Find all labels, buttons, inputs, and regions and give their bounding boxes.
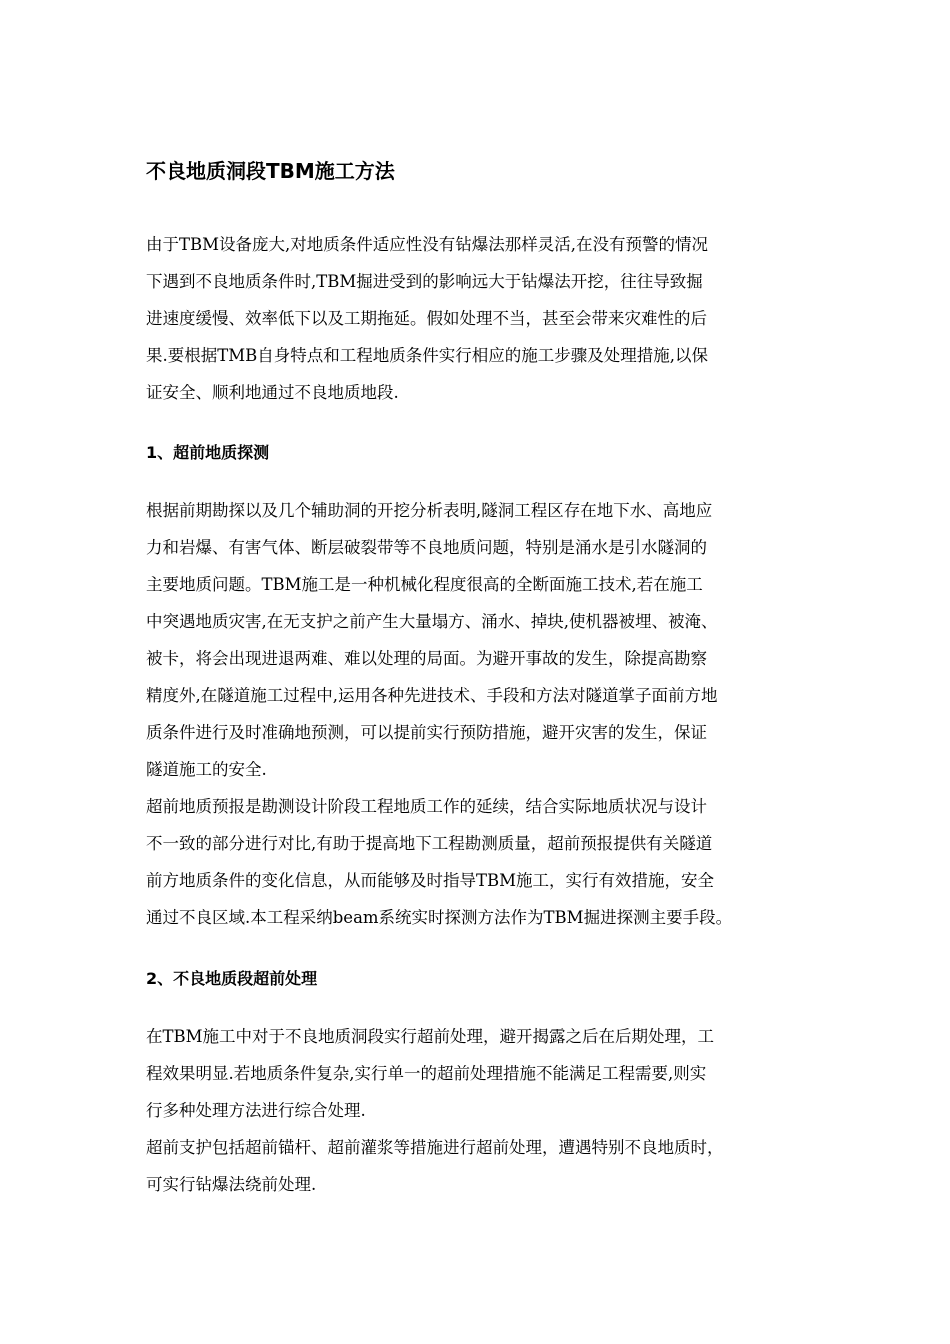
text-line: 精度外,在隧道施工过程中,运用各种先进技术、手段和方法对隧道掌子面前方地	[146, 686, 718, 705]
text-line: 被卡，将会出现进退两难、难以处理的局面。为避开事故的发生，除提高勘察	[146, 649, 707, 668]
text-line: 由于TBM设备庞大,对地质条件适应性没有钻爆法那样灵活,在没有预警的情况	[146, 235, 709, 254]
intro-paragraph	[146, 226, 826, 411]
text-line: 证安全、顺利地通过不良地质地段.	[146, 383, 399, 402]
document-title: 不良地质洞段TBM施工方法	[146, 159, 395, 183]
section1-paragraph-2	[146, 788, 826, 936]
section1-paragraph-1	[146, 492, 826, 788]
section2-paragraph-1	[146, 1018, 826, 1129]
text-line: 中突遇地质灾害,在无支护之前产生大量塌方、涌水、掉块,使机器被埋、被淹、	[146, 612, 718, 631]
section1-heading: 1、超前地质探测	[146, 443, 270, 462]
text-line: 隧道施工的安全.	[146, 760, 267, 779]
text-line: 下遇到不良地质条件时,TBM掘进受到的影响远大于钻爆法开挖，往往导致掘	[146, 272, 703, 291]
text-line: 果.要根据TMB自身特点和工程地质条件实行相应的施工步骤及处理措施,以保	[146, 346, 709, 365]
text-line: 超前支护包括超前锚杆、超前灌浆等措施进行超前处理，遭遇特别不良地质时，	[146, 1138, 724, 1157]
text-line: 前方地质条件的变化信息，从而能够及时指导TBM施工，实行有效措施，安全	[146, 871, 715, 890]
text-line: 质条件进行及时准确地预测，可以提前实行预防措施，避开灾害的发生，保证	[146, 723, 707, 742]
section2-heading: 2、不良地质段超前处理	[146, 969, 318, 988]
text-line: 通过不良区域.本工程采纳beam系统实时探测方法作为TBM掘进探测主要手段。	[146, 908, 733, 927]
text-line: 进速度缓慢、效率低下以及工期拖延。假如处理不当，甚至会带来灾难性的后	[146, 309, 707, 328]
text-line: 力和岩爆、有害气体、断层破裂带等不良地质问题，特别是涌水是引水隧洞的	[146, 538, 707, 557]
text-line: 可实行钻爆法绕前处理.	[146, 1175, 317, 1194]
text-line: 在TBM施工中对于不良地质洞段实行超前处理，避开揭露之后在后期处理，工	[146, 1027, 715, 1046]
section2-paragraph-2	[146, 1129, 826, 1203]
text-line: 不一致的部分进行对比,有助于提高地下工程勘测质量，超前预报提供有关隧道	[146, 834, 713, 853]
text-line: 行多种处理方法进行综合处理.	[146, 1101, 366, 1120]
text-line: 程效果明显.若地质条件复杂,实行单一的超前处理措施不能满足工程需要,则实	[146, 1064, 707, 1083]
text-line: 主要地质问题。TBM施工是一种机械化程度很高的全断面施工技术,若在施工	[146, 575, 703, 594]
text-line: 根据前期勘探以及几个辅助洞的开挖分析表明,隧洞工程区存在地下水、高地应	[146, 501, 713, 520]
text-line: 超前地质预报是勘测设计阶段工程地质工作的延续，结合实际地质状况与设计	[146, 797, 707, 816]
